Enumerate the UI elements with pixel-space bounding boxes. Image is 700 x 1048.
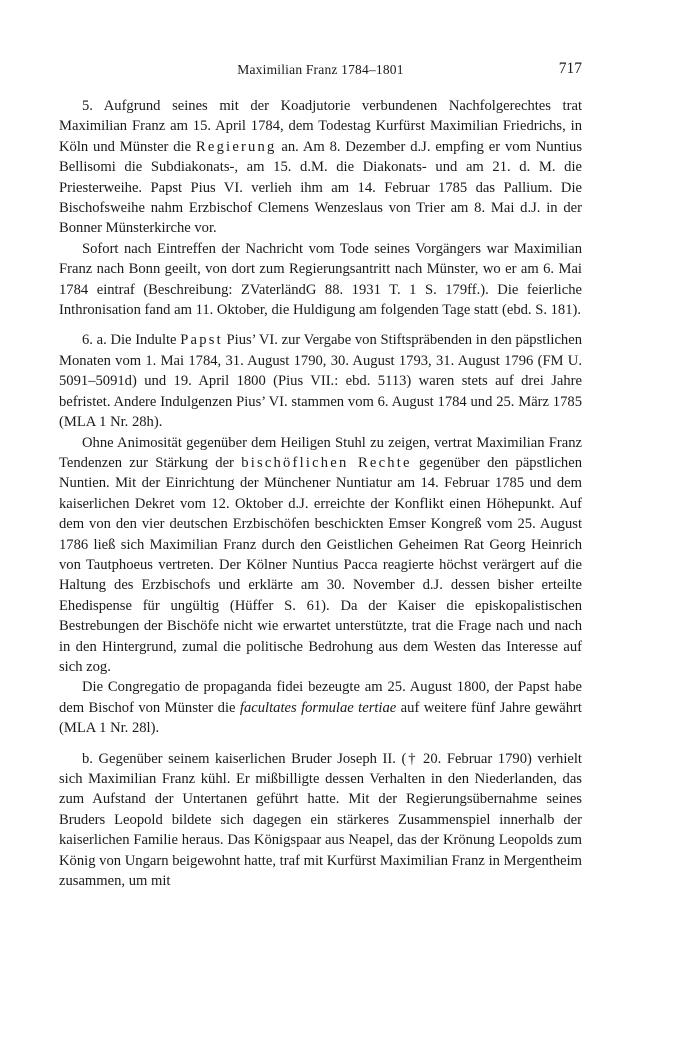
page-number: 717 (558, 60, 582, 77)
running-title: Maximilian Franz 1784–1801 (237, 62, 404, 77)
paragraph-propaganda: Die Congregatio de propaganda fidei bezeugte am 25. August 1800, der Papst habe dem Bischof von Münster die facultates formulae tertiae auf weitere fünf Jahre gewährt (MLA 1 Nr. 28l). (59, 679, 582, 737)
paragraph-episcopal-rights: Ohne Animosität gegenüber dem Heiligen Stuhl zu zeigen, vertrat Maximilian Franz Tendenzen zur Stärkung der bischöflichen Rechte gegenüber den päpstlichen Nuntien. Mit der Einrichtung der Münchener Nuntiatur am 14. Februar 1785 und dem kaiserlichen Dekret vom 12. Oktober d.J. erreichte der Konflikt einen Höhepunkt. Auf dem von den vier deutschen Erzbischöfen beschickten Emser Kongreß vom 25. August 1786 ließ sich Maximilian Franz durch den Geistlichen Geheimen Rat Georg Heinrich von Tautphoeus vertreten. Der Kölner Nuntius Pacca reagierte höchst verärgert auf die Haltung des Erzbischofs und erklärte am 30. November d.J. dessen bisher erteilte Ehedispense für ungültig (Hüffer S. 61). Da der Kaiser die episkopalistischen Bestrebungen der Bischöfe nicht wie erwartet unterstützte, trat die Frage nach und nach in den Hintergrund, zumal die politische Bedrohung aus dem Westen das Interesse auf sich zog. (59, 434, 582, 675)
spaced-term: Papst (180, 332, 223, 349)
paragraph-arrival: Sofort nach Eintreffen der Nachricht vom Tode seines Vorgängers war Maximilian Franz nach Bonn geeilt, von dort zum Regierungsantritt nach Münster, wo er am 6. Mai 1784 eintraf (Beschreibung: ZVaterländG 88. 1931 T. 1 S. 179ff.). Die feierliche Inthronisation fand am 11. Oktober, die Huldigung am folgenden Tage statt (ebd. S. 181). (59, 240, 582, 319)
body-text (59, 96, 582, 891)
page-header (59, 60, 582, 82)
paragraph-section-6b: b. Gegenüber seinem kaiserlichen Bruder Joseph II. († 20. Februar 1790) verhielt sich Maximilian Franz kühl. Er mißbilligte dessen Verhalten in den Niederlanden, das zum Aufstand der Untertanen geführt hatte. Mit der Regierungsübernahme seines Bruders Leopold bildete sich dagegen ein stärkeres Zusammenspiel innerhalb der kaiserlichen Familie heraus. Das Königspaar aus Neapel, das der Krönung Leopolds zum König von Ungarn beigewohnt hatte, traf mit Kurfürst Maximilian Franz in Mergentheim zusammen, um mit (59, 750, 582, 890)
italic-term: facultates formulae tertiae (239, 699, 397, 716)
spaced-term: Regierung (195, 138, 277, 155)
paragraph-section-5: 5. Aufgrund seines mit der Koadjutorie verbundenen Nachfolgerechtes trat Maximilian Franz am 15. April 1784, dem Todestag Kurfürst Maximilian Friedrichs, in Köln und Münster die Regierung an. Am 8. Dezember d.J. empfing er vom Nuntius Bellisomi die Subdiakonats-, am 15. d.M. die Diakonats- und am 21. d. M. die Priesterweihe. Papst Pius VI. verlieh ihm am 14. Februar 1785 das Pallium. Die Bischofsweihe nahm Erzbischof Clemens Wenzeslaus von Trier am 8. Mai d.J. in der Bonner Münsterkirche vor. (59, 98, 582, 237)
paragraph-section-6a: 6. a. Die Indulte Papst Pius’ VI. zur Vergabe von Stiftspräbenden in den päpstlichen Monaten vom 1. Mai 1784, 31. August 1790, 30. August 1793, 31. August 1796 (FM U. 5091–5091d) und 19. April 1800 (Pius VII.: ebd. 5113) waren stets auf drei Jahre befristet. Andere Indulgenzen Pius’ VI. stammen vom 6. August 1784 und 25. März 1785 (MLA 1 Nr. 28h). (59, 332, 582, 431)
spaced-term: bischöflichen Rechte (241, 454, 412, 471)
